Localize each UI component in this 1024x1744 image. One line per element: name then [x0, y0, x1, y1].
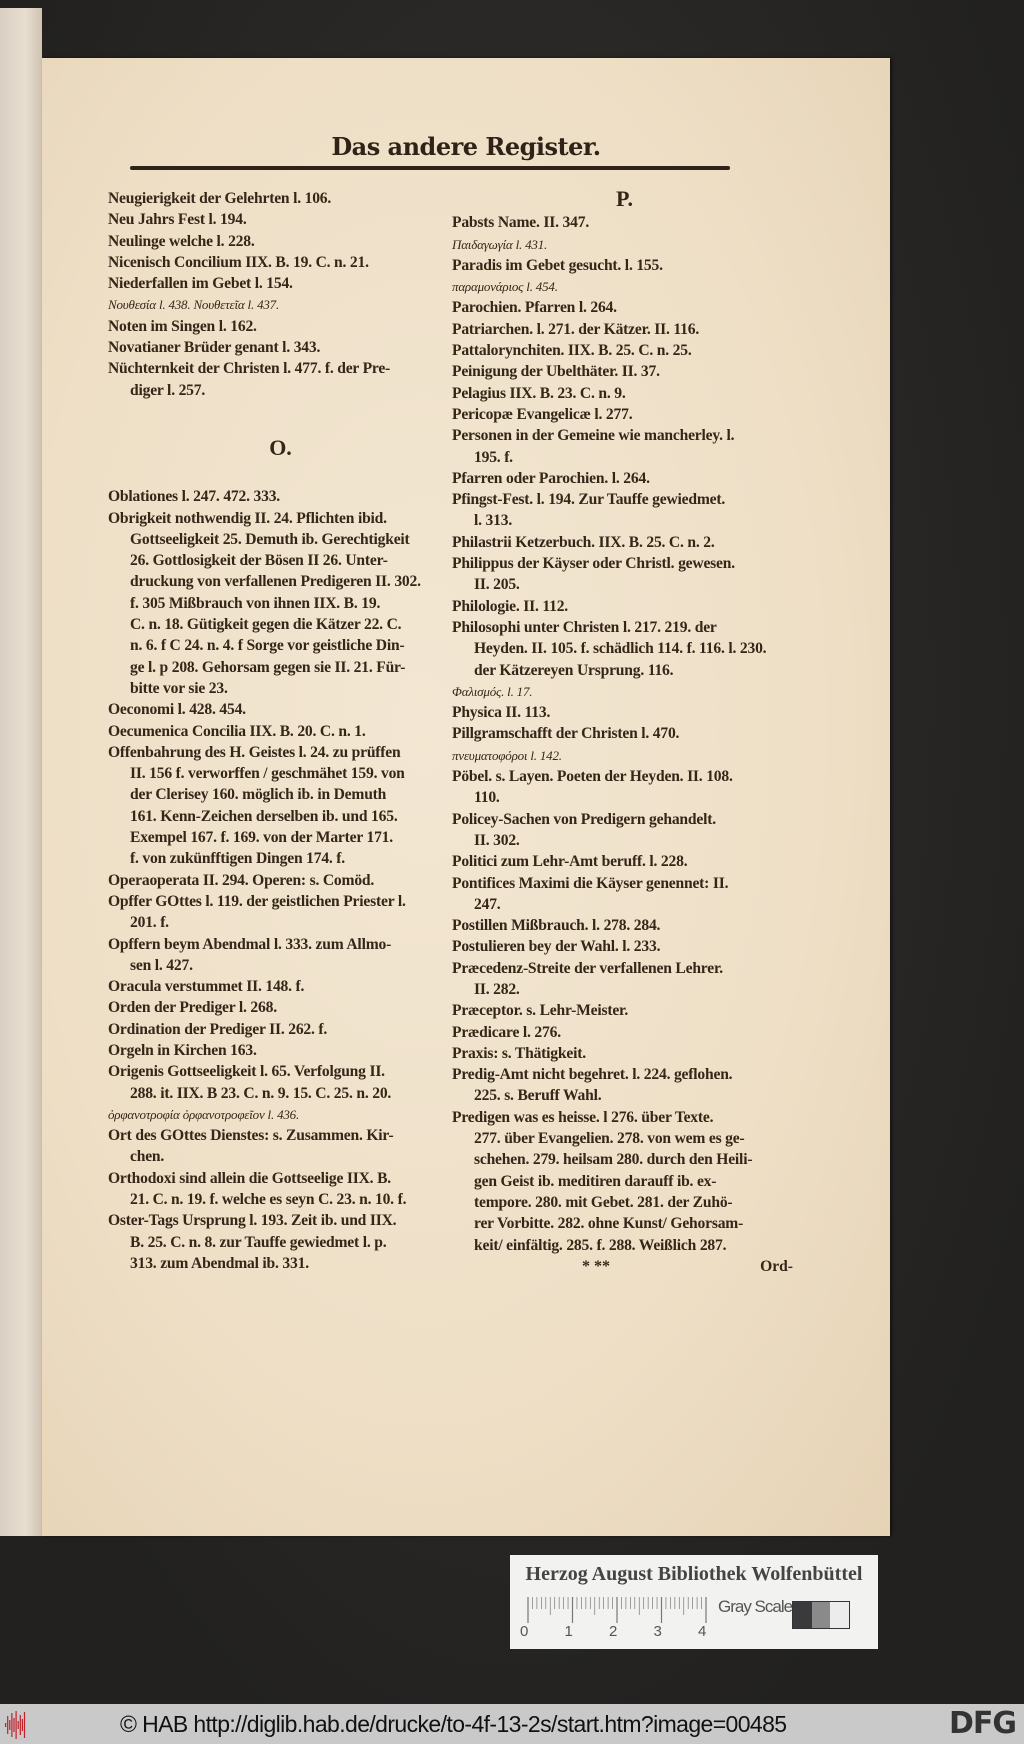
entry-line: Prædicare l. 276. [452, 1023, 561, 1041]
page-footer-marks [452, 1256, 797, 1277]
entry-line: Pelagius IIX. B. 23. C. n. 9. [452, 384, 626, 402]
entry-line: Oblationes l. 247. 472. 333. [108, 488, 281, 506]
index-entry [108, 358, 453, 401]
index-entry [452, 745, 797, 766]
entry-line: Operaoperata II. 294. Operen: s. Comöd. [108, 871, 375, 889]
index-entry [452, 915, 797, 936]
entry-line: Predig-Amt nicht begehret. l. 224. geflohen. [452, 1066, 733, 1084]
entry-continuation-line: keit/ einfältig. 285. f. 288. Weißlich 287. [474, 1236, 727, 1254]
entry-line: Paradis im Gebet gesucht. l. 155. [452, 256, 663, 274]
index-entry [108, 742, 453, 870]
entry-continuation-line: 110. [474, 789, 500, 807]
entry-line: Patriarchen. l. 271. der Kätzer. II. 116. [452, 320, 700, 338]
entry-line: Παιδαγωγία l. 431. [452, 236, 548, 252]
entry-continuation-line: II. 282. [474, 980, 520, 998]
entry-line: Φαλισμός. l. 17. [452, 683, 533, 699]
entry-line: Neu Jahrs Fest l. 194. [108, 211, 247, 229]
entry-line: Ordination der Prediger II. 262. f. [108, 1020, 328, 1038]
index-entry [452, 851, 797, 872]
entry-line: Postillen Mißbrauch. l. 278. 284. [452, 917, 661, 935]
index-entry [452, 319, 797, 340]
index-entry [108, 934, 453, 977]
index-entry [108, 1125, 453, 1168]
ruler-numbers [520, 1623, 720, 1643]
entry-continuation-line: II. 302. [474, 831, 520, 849]
entry-continuation-line: der Kätzereyen Ursprung. 116. [474, 661, 674, 679]
ruler-scale [526, 1597, 708, 1623]
index-entry [452, 873, 797, 916]
entry-line: Opffern beym Abendmal l. 333. zum Allmo- [108, 935, 392, 953]
index-entry [108, 997, 453, 1018]
logo-bar [20, 1715, 21, 1735]
entry-continuation-line: chen. [130, 1148, 165, 1166]
index-entry [108, 1061, 453, 1104]
left-column [108, 188, 453, 1274]
gray-scale-swatches [792, 1601, 850, 1629]
index-entry [108, 976, 453, 997]
index-entry [108, 1019, 453, 1040]
index-entry [108, 209, 453, 230]
entry-continuation-line: C. n. 18. Gütigkeit gegen die Kätzer 22. C. [130, 616, 402, 634]
entry-line: Noten im Singen l. 162. [108, 317, 257, 335]
hab-logo-icon [4, 1710, 26, 1740]
entry-continuation-line: schehen. 279. heilsam 280. durch den Heili- [474, 1151, 753, 1169]
entry-line: Pericopæ Evangelicæ l. 277. [452, 405, 633, 423]
entry-line: Præceptor. s. Lehr-Meister. [452, 1002, 629, 1020]
index-entry [108, 231, 453, 252]
index-entry [452, 617, 797, 681]
entry-line: Orthodoxi sind allein die Gottseelige IIX. B. [108, 1169, 391, 1187]
entry-continuation-line: Exempel 167. f. 169. von der Marter 171. [130, 829, 393, 847]
entry-continuation-line: n. 6. f C 24. n. 4. f Sorge vor geistliche Din- [130, 637, 405, 655]
entry-continuation-line: B. 25. C. n. 8. zur Tauffe gewiedmet l. p. [130, 1233, 387, 1251]
entry-continuation-line: II. 156 f. verworffen / geschmähet 159. von [130, 765, 405, 783]
index-entry [452, 1043, 797, 1064]
entry-line: Pillgramschafft der Christen l. 470. [452, 725, 680, 743]
adjacent-page-edge [0, 8, 42, 1536]
entry-continuation-line: 195. f. [474, 448, 513, 466]
entry-line: Offenbahrung des H. Geistes l. 24. zu prüffen [108, 743, 401, 761]
index-entry [108, 252, 453, 273]
entry-line: Policey-Sachen von Predigern gehandelt. [452, 810, 716, 828]
entry-continuation-line: 225. s. Beruff Wahl. [474, 1087, 602, 1105]
entry-continuation-line: rer Vorbitte. 282. ohne Kunst/ Gehorsam- [474, 1215, 744, 1233]
entry-continuation-line: gen Geist ib. meditiren darauff ib. ex- [474, 1172, 717, 1190]
ruler-number: 0 [520, 1623, 529, 1640]
index-entry [452, 723, 797, 744]
copyright-url[interactable]: © HAB http://diglib.hab.de/drucke/to-4f-13-2s/start.htm?image=00485 [120, 1711, 787, 1737]
title-rule [130, 166, 730, 170]
book-page [42, 58, 890, 1536]
index-entry [108, 891, 453, 934]
signature-mark: * ** [582, 1257, 610, 1275]
index-entry [452, 255, 797, 276]
index-entry [452, 340, 797, 361]
entry-line: Novatianer Brüder genant l. 343. [108, 339, 321, 357]
entry-continuation-line: f. 305 Mißbrauch von ihnen IIX. B. 19. [130, 594, 381, 612]
section-heading-p: P. [616, 186, 633, 211]
entry-line: Oeconomi l. 428. 454. [108, 701, 246, 719]
index-entry [452, 383, 797, 404]
index-entry [108, 721, 453, 742]
index-entry [452, 958, 797, 1001]
entry-continuation-line: 288. it. IIX. B 23. C. n. 9. 15. C. 25. n. 20. [130, 1084, 392, 1102]
entry-continuation-line: tempore. 280. mit Gebet. 281. der Zuhö- [474, 1193, 733, 1211]
entry-continuation-line: bitte vor sie 23. [130, 679, 228, 697]
entry-line: Predigen was es heisse. l 276. über Texte. [452, 1108, 714, 1126]
index-entry [452, 297, 797, 318]
entries-o [108, 486, 453, 1274]
entry-line: Pontifices Maximi die Käyser genennet: II. [452, 874, 729, 892]
ruler-number: 4 [698, 1623, 707, 1640]
index-entry [452, 702, 797, 723]
entry-line: Peinigung der Ubelthäter. II. 37. [452, 363, 660, 381]
entry-line: Praxis: s. Thätigkeit. [452, 1044, 586, 1062]
entry-continuation-line: ge l. p 208. Gehorsam gegen sie II. 21. Für- [130, 658, 406, 676]
ruler-number: 1 [564, 1623, 573, 1640]
index-entry [108, 316, 453, 337]
entry-line: Neugierigkeit der Gelehrten l. 106. [108, 190, 332, 207]
section-heading-o: O. [269, 434, 292, 460]
logo-bar [11, 1713, 12, 1737]
gray-scale-label: Gray Scale [718, 1597, 793, 1616]
entry-continuation-line: sen l. 427. [130, 956, 193, 974]
entry-line: παραμονάριος l. 454. [452, 279, 558, 295]
logo-bar [9, 1720, 10, 1730]
entry-line: Philippus der Käyser oder Christl. gewesen. [452, 555, 735, 573]
gray-swatch [830, 1602, 849, 1628]
index-entry [108, 870, 453, 891]
index-entry [108, 273, 453, 294]
institution-name: Herzog August Bibliothek Wolfenbüttel [525, 1563, 863, 1585]
index-entry [452, 234, 797, 255]
index-entry [452, 681, 797, 702]
entry-line: Pabsts Name. II. 347. [452, 214, 590, 232]
entry-line: Obrigkeit nothwendig II. 24. Pflichten ibid. [108, 509, 387, 527]
entry-continuation-line: II. 205. [474, 576, 520, 594]
index-entry [108, 337, 453, 358]
entry-line: Parochien. Pfarren l. 264. [452, 299, 617, 317]
index-entry [452, 489, 797, 532]
index-entry [452, 425, 797, 468]
index-entry [108, 1040, 453, 1061]
entry-line: Ort des GOttes Dienstes: s. Zusammen. Kir- [108, 1127, 394, 1145]
entry-continuation-line: 247. [474, 895, 501, 913]
entry-continuation-line: f. von zukünfftigen Dingen 174. f. [130, 850, 345, 868]
logo-bar [22, 1719, 23, 1731]
entry-continuation-line: diger l. 257. [130, 381, 206, 399]
entry-line: Personen in der Gemeine wie mancherley. l. [452, 427, 735, 445]
entry-continuation-line: l. 313. [474, 512, 513, 530]
entry-continuation-line: Heyden. II. 105. f. schädlich 114. f. 116. l. 230. [474, 640, 767, 658]
entry-line: πνευματοφόροι l. 142. [452, 747, 562, 763]
ruler-number: 2 [609, 1623, 618, 1640]
index-entry [452, 1107, 797, 1256]
entry-line: Pattalorynchiten. IIX. B. 25. C. n. 25. [452, 342, 692, 360]
index-entry [452, 1022, 797, 1043]
entry-line: Præcedenz-Streite der verfallenen Lehrer. [452, 959, 723, 977]
index-entry [452, 1000, 797, 1021]
entry-line: Politici zum Lehr-Amt beruff. l. 228. [452, 853, 688, 871]
index-entry [452, 468, 797, 489]
entry-continuation-line: 313. zum Abendmal ib. 331. [130, 1254, 309, 1272]
entry-line: Orgeln in Kirchen 163. [108, 1041, 257, 1059]
ruler-number: 3 [653, 1623, 662, 1640]
entry-line: Νουθεσία l. 438. Νουθετεῖα l. 437. [108, 297, 280, 313]
entry-line: Oster-Tags Ursprung l. 193. Zeit ib. und IIX. [108, 1212, 397, 1230]
index-entry [452, 532, 797, 553]
index-entry [452, 276, 797, 297]
entry-continuation-line: 277. über Evangelien. 278. von wem es ge- [474, 1130, 745, 1148]
entry-line: Nüchternkeit der Christen l. 477. f. der Pre- [108, 360, 391, 378]
index-entry [108, 1168, 453, 1211]
entry-line: Physica II. 113. [452, 704, 551, 722]
entries-n [108, 188, 453, 401]
entry-line: Niederfallen im Gebet l. 154. [108, 275, 293, 293]
index-entry [452, 361, 797, 382]
gray-swatch [812, 1602, 831, 1628]
entry-line: Oracula verstummet II. 148. f. [108, 978, 305, 996]
dfg-logo: DFG [948, 1706, 1016, 1741]
logo-bar [16, 1711, 17, 1739]
entry-line: Philastrii Ketzerbuch. IIX. B. 25. C. n. 2. [452, 533, 715, 551]
entry-continuation-line: 21. C. n. 19. f. welche es seyn C. 23. n. 10. f. [130, 1191, 407, 1209]
index-entry [452, 553, 797, 596]
entry-continuation-line: der Clerisey 160. möglich ib. in Demuth [130, 786, 387, 804]
entry-continuation-line: druckung von verfallenen Predigeren II. 302. [130, 573, 421, 591]
entry-continuation-line: 161. Kenn-Zeichen derselben ib. und 165. [130, 807, 398, 825]
index-entry [108, 188, 453, 209]
index-entry [108, 486, 453, 507]
index-entry [452, 404, 797, 425]
index-entry [108, 294, 453, 315]
index-entry [452, 212, 797, 233]
index-entry [452, 596, 797, 617]
entry-line: Nicenisch Concilium IIX. B. 19. C. n. 21. [108, 253, 369, 271]
logo-bar [24, 1712, 25, 1738]
index-entry [452, 1064, 797, 1107]
index-entry [452, 809, 797, 852]
entry-line: Neulinge welche l. 228. [108, 232, 255, 250]
entry-continuation-line: 201. f. [130, 914, 169, 932]
entry-line: Postulieren bey der Wahl. l. 233. [452, 938, 661, 956]
entry-line: Philosophi unter Christen l. 217. 219. der [452, 618, 717, 636]
right-column [452, 188, 797, 1277]
index-entry [108, 1104, 453, 1125]
page-title: Das andere Register. [331, 132, 601, 161]
index-entry [108, 1210, 453, 1274]
entry-line: Philologie. II. 112. [452, 597, 568, 615]
index-entry [452, 766, 797, 809]
entry-continuation-line: Gottseeligkeit 25. Demuth ib. Gerechtigkeit [130, 530, 410, 548]
entry-line: Orden der Prediger l. 268. [108, 999, 277, 1017]
entry-line: Origenis Gottseeligkeit l. 65. Verfolgung II. [108, 1063, 385, 1081]
viewer-footer [0, 1704, 1024, 1744]
index-entry [452, 936, 797, 957]
logo-bar [7, 1716, 8, 1734]
logo-bar [5, 1723, 6, 1727]
gray-swatch [793, 1602, 812, 1628]
catchword: Ord- [760, 1257, 793, 1275]
index-entry [108, 508, 453, 700]
library-scan-label [510, 1555, 878, 1649]
entry-line: Opffer GOttes l. 119. der geistlichen Priester l. [108, 892, 406, 910]
entry-line: Pfingst-Fest. l. 194. Zur Tauffe gewiedmet. [452, 491, 726, 509]
logo-bar [13, 1718, 14, 1732]
entry-continuation-line: 26. Gottlosigkeit der Bösen II 26. Unter- [130, 552, 388, 570]
entry-line: ὀρφανοτροφία ὀρφανοτροφεῖον l. 436. [108, 1106, 300, 1122]
entries-p [452, 212, 797, 1256]
entry-line: Oecumenica Concilia IIX. B. 20. C. n. 1. [108, 722, 366, 740]
index-entry [108, 699, 453, 720]
entry-line: Pöbel. s. Layen. Poeten der Heyden. II. 108. [452, 768, 733, 786]
entry-line: Pfarren oder Parochien. l. 264. [452, 469, 650, 487]
logo-bar [18, 1721, 19, 1729]
